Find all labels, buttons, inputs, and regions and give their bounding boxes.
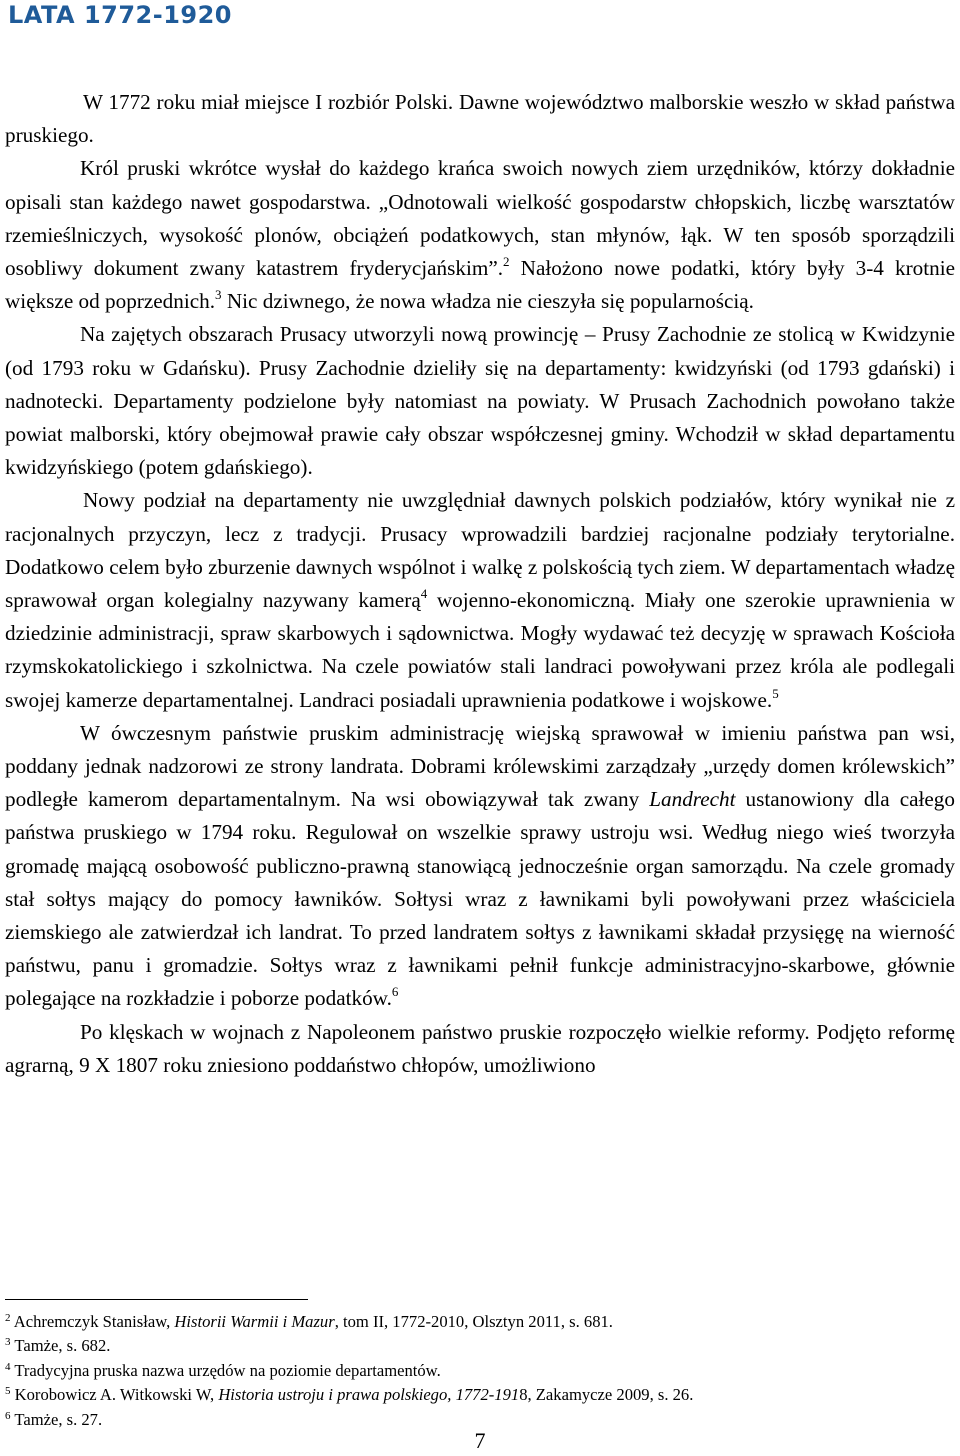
paragraph-5-italic-term: Landrecht [649,787,736,812]
footnote-number: 2 [5,1312,11,1324]
paragraph-2 [5,152,955,318]
footnote-number: 4 [5,1360,11,1373]
footnote-text: Tradycyjna pruska nazwa urzędów na poziomie departamentów. [10,1360,441,1380]
footnote-separator [5,1299,308,1300]
paragraph-4-text-a: Nowy podział na departamenty nie uwzględniał dawnych polskich podziałów, który wynikał nie z racjonalnych przyczyn, lecz z tradycji. Prusacy wprowadzili bardziej racjonalne podziały terytorialne. Dodatkowo celem było zburzenie dawnych wspólnot i walkę z polskością tych ziem. W departamentach władzę sprawował organ kolegialny nazywany kamerą [5,488,955,613]
paragraph-3 [5,318,955,484]
paragraph-2-text-a: Król pruski wkrótce wysłał do każdego krańca swoich nowych ziem urzędników, którzy dokładnie opisali stan każdego nawet gospodarstwa. „Odnotowali wielkość gospodarstw chłopskich, liczbę warsztatów rzemieślniczych, wysokość plonów, obciążeń podatkowych, stan młynów, łąk. W ten sposób sporządzili osobliwy dokument zwany katastrem fryderycjańskim”. [5,156,955,281]
footnote-ref: 6 [391,984,399,1000]
footnote-text: Tamże, s. 27. [10,1409,103,1429]
footnote-2 [5,1310,955,1334]
footnote-3 [5,1334,955,1358]
paragraph-1 [5,86,955,152]
paragraph-3-text: Na zajętych obszarach Prusacy utworzyli nową prowincję – Prusy Zachodnie ze stolicą w Kwidzynie (od 1793 roku w Gdańsku). Prusy Zachodnie dzieliły się na departamenty: kwidzyński (od 1793 gdański) i nadnotecki. Departamenty podzielone były natomiast na powiaty. W Prusach Zachodnich powołano także powiat malborski, który obejmował prawie cały obszar współczesnej gminy. Wchodził w skład departamentu kwidzyńskiego (potem gdańskiego). [5,322,955,480]
footnote-text: Tamże, s. 682. [10,1336,111,1356]
footnote-ref: 5 [772,685,779,701]
footnote-text: Korobowicz A. Witkowski W, [10,1385,219,1405]
footnote-ref: 3 [215,287,222,303]
paragraph-5-text-b: ustanowiony dla całego państwa pruskiego w 1794 roku. Regulował on wszelkie sprawy ustroju wsi. Według niego wieś tworzyła gromadę mającą osobowość publiczno-prawną stanowiącą jednocześnie organ samorządu. Na czele gromady stał sołtys mający do pomocy ławników. Sołtysi wraz z ławnikami byli powoływani przez właściciela ziemskiego ale zatwierdzał ich landrat. To przed landratem sołtys z ławnikami składał przysięgę na wierność państwu, panu i gromadzie. Sołtys wraz z ławnikami pełnił funkcje administracyjno-skarbowe, głównie polegające na rozkładzie i poborze podatków. [5,787,955,1011]
paragraph-2-text-c: Nic dziwnego, że nowa władza nie cieszyła się popularnością. [221,289,754,314]
paragraph-4-text-b: wojenno-ekonomiczną. Miały one szerokie uprawnienia w dziedzinie administracji, spraw skarbowych i sądownictwa. Mogły wydawać też decyzję w sprawach Kościoła rzymskokatolickiego i szkolnictwa. Na czele powiatów stali landraci powoływani przez króla ale podlegali swojej kamerze departamentalnej. Landraci posiadali uprawnienia podatkowe i wojskowe. [5,588,956,712]
main-text [5,86,955,1082]
paragraph-2-text-b: Nałożono nowe podatki, który były 3-4 krotnie większe od poprzednich. [5,256,956,314]
footnote-title: Historia ustroju i prawa polskiego, 1772-191 [218,1385,520,1405]
footnote-text: Achremczyk Stanisław, [10,1312,175,1331]
footnote-number: 5 [5,1385,11,1398]
paragraph-4 [5,484,955,716]
paragraph-5-text-a: W ówczesnym państwie pruskim administrację wiejską sprawował w imieniu państwa pan wsi, poddany jednak nadzorowi ze strony landrata. Dobrami królewskimi zarządzały „urzędy domen królewskich” podległe kamerom departamentalnym. Na wsi obowiązywał tak zwany [5,720,955,812]
footnote-title: Historii Warmii i Mazur [174,1312,335,1331]
footnote-number: 6 [5,1409,11,1422]
footnote-number: 3 [5,1336,11,1349]
footnote-4 [5,1359,955,1383]
footnote-text-end: , tom II, 1772-2010, Olsztyn 2011, s. 681. [334,1312,613,1331]
footnote-ref: 4 [420,586,428,602]
footnote-5 [5,1383,955,1407]
footnote-text-end: 8, Zakamycze 2009, s. 26. [519,1385,694,1405]
section-heading: LATA 1772-1920 [8,1,232,29]
paragraph-6 [5,1016,955,1082]
footnotes [5,1310,955,1432]
paragraph-1-text: W 1772 roku miał miejsce I rozbiór Polski. Dawne województwo malborskie weszło w skład państwa pruskiego. [5,90,955,148]
paragraph-6-text: Po klęskach w wojnach z Napoleonem państwo pruskie rozpoczęło wielkie reformy. Podjęto reformę agrarną, 9 X 1807 roku zniesiono poddaństwo chłopów, umożliwiono [5,1019,955,1077]
page-number: 7 [474,1428,486,1453]
paragraph-5 [5,717,955,1016]
footnote-ref: 2 [503,254,510,270]
